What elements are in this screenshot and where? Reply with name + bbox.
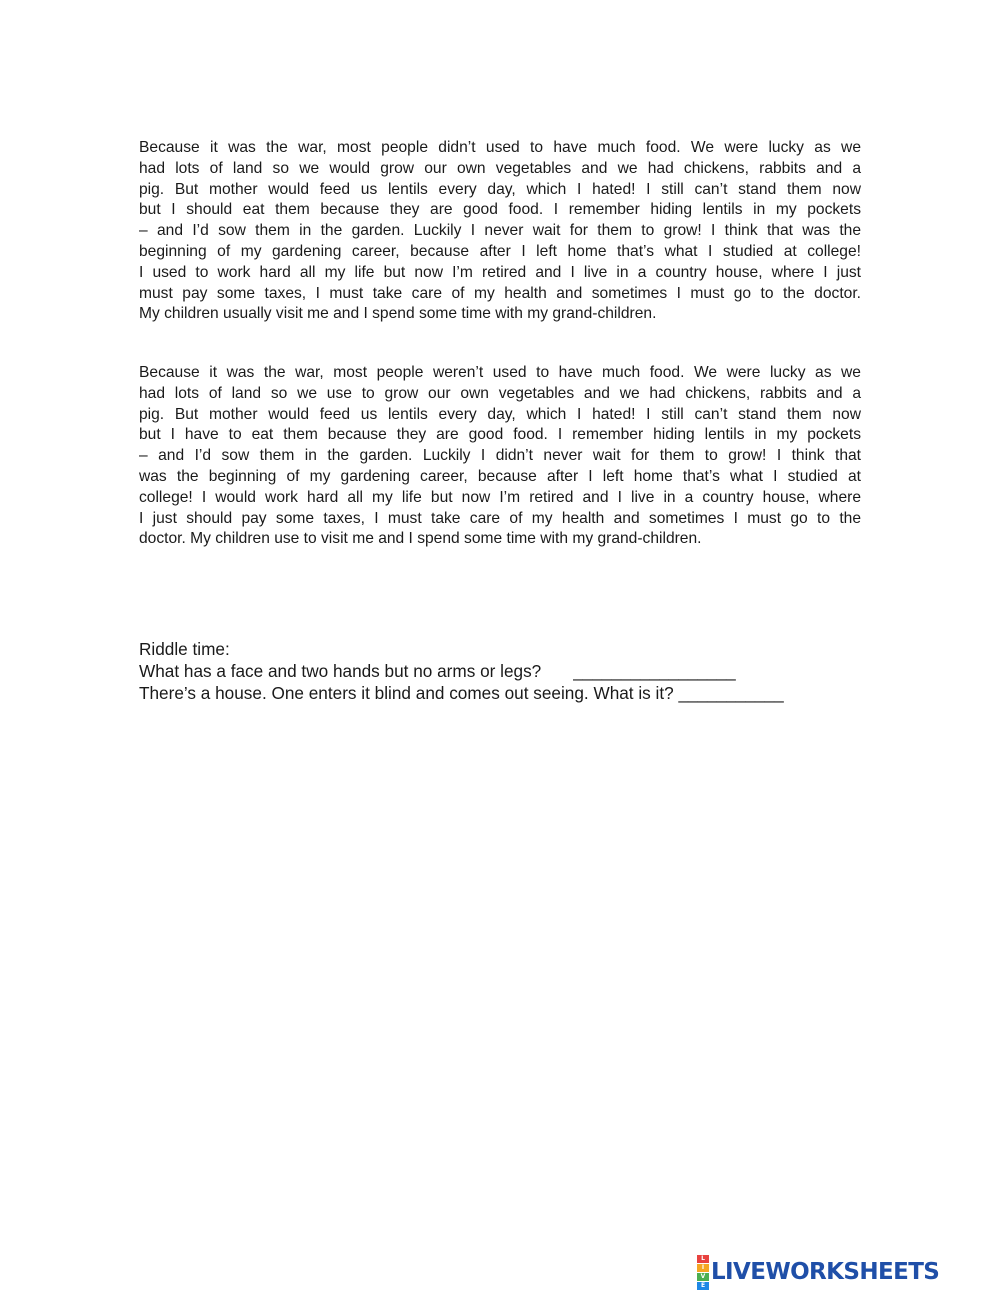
paragraph-line: had lots of land so we use to grow our own vegetables and we had chickens, rabbits and a [139, 384, 861, 402]
logo-block: E [697, 1282, 709, 1290]
paragraph-line: Because it was the war, most people didn’t used to have much food. We were lucky as we [139, 139, 861, 156]
logo-block: L [697, 1255, 709, 1263]
paragraph-line: doctor. My children use to visit me and I spend some time with my grand-children. [139, 530, 702, 548]
paragraph-line: Because it was the war, most people weren’t used to have much food. We were lucky as we [139, 364, 861, 381]
paragraph-line: but I have to eat them because they are good food. I remember hiding lentils in my pockets [139, 426, 861, 444]
paragraph-rewritten [139, 363, 861, 550]
paragraph-line: My children usually visit me and I spend some time with my grand-children. [139, 305, 657, 323]
logo-block: I [697, 1264, 709, 1272]
liveworksheets-logo [697, 1254, 940, 1289]
paragraph-line: college! I would work hard all my life but now I’m retired and I live in a country house, where [139, 488, 861, 506]
paragraph-line: – and I’d sow them in the garden. Luckily I didn’t never wait for them to grow! I think that [139, 447, 861, 465]
paragraph-line: but I should eat them because they are good food. I remember hiding lentils in my pockets [139, 201, 861, 219]
logo-text: LIVEWORKSHEETS [711, 1259, 940, 1285]
riddle-section [139, 638, 879, 704]
riddle-2-answer-blank[interactable]: ___________ [678, 683, 784, 703]
paragraph-line: was the beginning of my gardening career, because after I left home that’s what I studied at [139, 467, 861, 485]
paragraph-line: beginning of my gardening career, because after I left home that’s what I studied at college! [139, 242, 861, 260]
riddle-1-answer-blank[interactable]: _________________ [573, 661, 736, 681]
logo-mark-icon [697, 1255, 709, 1290]
paragraph-line: I used to work hard all my life but now I’m retired and I live in a country house, where I just [139, 263, 861, 281]
paragraph-line: – and I’d sow them in the garden. Luckily I never wait for them to grow! I think that was the [139, 222, 861, 240]
paragraph-line: pig. But mother would feed us lentils every day, which I hated! I still can’t stand them now [139, 405, 861, 423]
paragraph-line: had lots of land so we would grow our own vegetables and we had chickens, rabbits and a [139, 159, 861, 177]
riddle-heading: Riddle time: [139, 639, 230, 659]
paragraph-original [139, 138, 861, 325]
paragraph-line: pig. But mother would feed us lentils every day, which I hated! I still can’t stand them now [139, 180, 861, 198]
riddle-2-question: There’s a house. One enters it blind and comes out seeing. What is it? [139, 683, 674, 703]
riddle-1-question: What has a face and two hands but no arms or legs? [139, 661, 542, 681]
riddle-2 [139, 682, 879, 704]
riddle-1 [139, 660, 879, 682]
logo-block: V [697, 1273, 709, 1281]
paragraph-line: must pay some taxes, I must take care of my health and sometimes I must go to the doctor. [139, 284, 861, 302]
paragraph-line: I just should pay some taxes, I must take care of my health and sometimes I must go to the [139, 509, 861, 527]
